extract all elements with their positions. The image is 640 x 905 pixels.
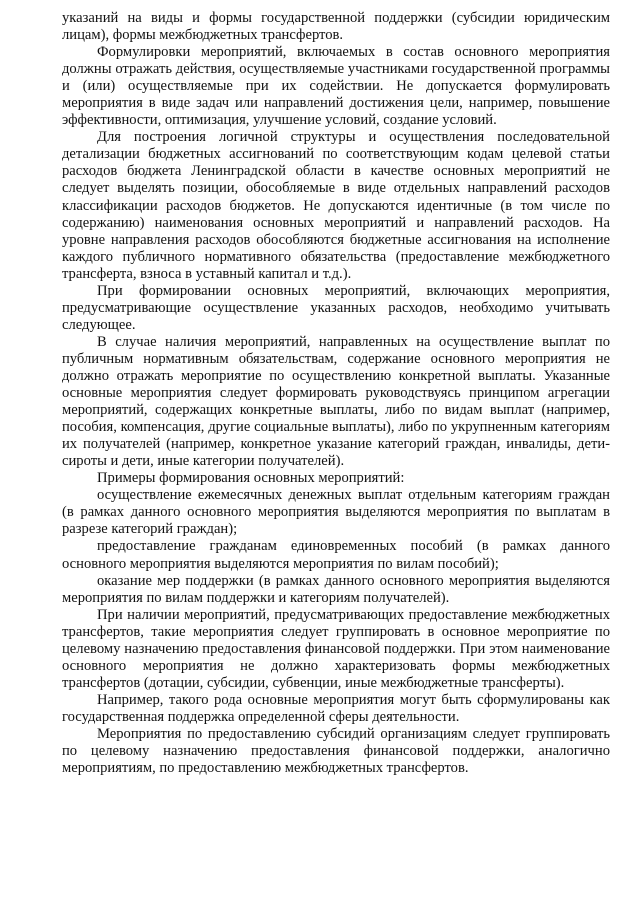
paragraph-example-state-support: Например, такого рода основные мероприятия могут быть сформулированы как государственная поддержка определенной сферы деятельности. xyxy=(62,691,610,725)
paragraph-examples-heading: Примеры формирования основных мероприятий: xyxy=(97,470,405,487)
paragraph-activity-wording: Формулировки мероприятий, включаемых в состав основного мероприятия должны отражать действия, осуществляемые участниками государственной программы и (или) осуществляемые при их содействии. Не допускается формулировать мероприятия в виде задач или направлений достижения цели, например, повышение эффективности, оптимизация, улучшение условий, создание условий. xyxy=(62,44,610,129)
paragraph-logical-structure: Для построения логичной структуры и осуществления последовательной детализации бюджетных ассигнований по соответствующим кодам целевой статьи расходов бюджета Ленинградской области в качестве основных мероприятий не следует выделять позиции, обособляемые в виде отдельных направлений расходов классификации расходов бюджетов. Не допускаются идентичные (в том числе по содержанию) наименования основных мероприятий и направлений расходов. На уровне направления расходов обособляются бюджетные ассигнования на исполнение каждого публичного нормативного обязательства (предоставление межбюджетного трансферта, взноса в уставный капитал и т.д.). xyxy=(62,129,610,282)
paragraph-continuation: указаний на виды и формы государственной поддержки (субсидии юридическим лицам), формы межбюджетных трансфертов. xyxy=(62,10,610,44)
paragraph-interbudget-transfers: При наличии мероприятий, предусматривающих предоставление межбюджетных трансфертов, такие мероприятия следует группировать в основное мероприятие по целевому назначению предоставления финансовой поддержки. При этом наименование основного мероприятия не должно характеризовать формы межбюджетных трансфертов (дотации, субсидии, субвенции, иные межбюджетные трансферты). xyxy=(62,606,610,691)
paragraph-example-support-measures: оказание мер поддержки (в рамках данного основного мероприятия выделяются мероприятия по вилам поддержки и категориям получателей). xyxy=(62,572,610,606)
paragraph-example-monthly-payments: осуществление ежемесячных денежных выплат отдельным категориям граждан (в рамках данного основного мероприятия выделяются мероприятия по выплатам в разрезе категорий граждан); xyxy=(62,487,610,538)
paragraph-public-obligations: В случае наличия мероприятий, направленных на осуществление выплат по публичным нормативным обязательствам, содержание основного мероприятия не должно отражать мероприятие по осуществлению конкретной выплаты. Указанные основные мероприятия следует формировать руководствуясь принципом агрегации мероприятий, содержащих конкретные выплаты, либо по видам выплат (например, пособия, компенсация, другие социальные выплаты), либо по укрупненным категориям их получателей (например, конкретное указание категорий граждан, инвалиды, дети-сироты и дети, иные категории получателей). xyxy=(62,333,610,470)
paragraph-subsidies-organizations: Мероприятия по предоставлению субсидий организациям следует группировать по целевому назначению предоставления финансовой поддержки, аналогично мероприятиям, по предоставлению межбюджетных трансфертов. xyxy=(62,725,610,777)
paragraph-formation-note: При формировании основных мероприятий, включающих мероприятия, предусматривающие осуществление указанных расходов, необходимо учитывать следующее. xyxy=(62,282,610,333)
paragraph-example-lump-sum: предоставление гражданам единовременных пособий (в рамках данного основного мероприятия выделяются мероприятия по вилам пособий); xyxy=(62,538,610,572)
document-page xyxy=(62,10,610,777)
